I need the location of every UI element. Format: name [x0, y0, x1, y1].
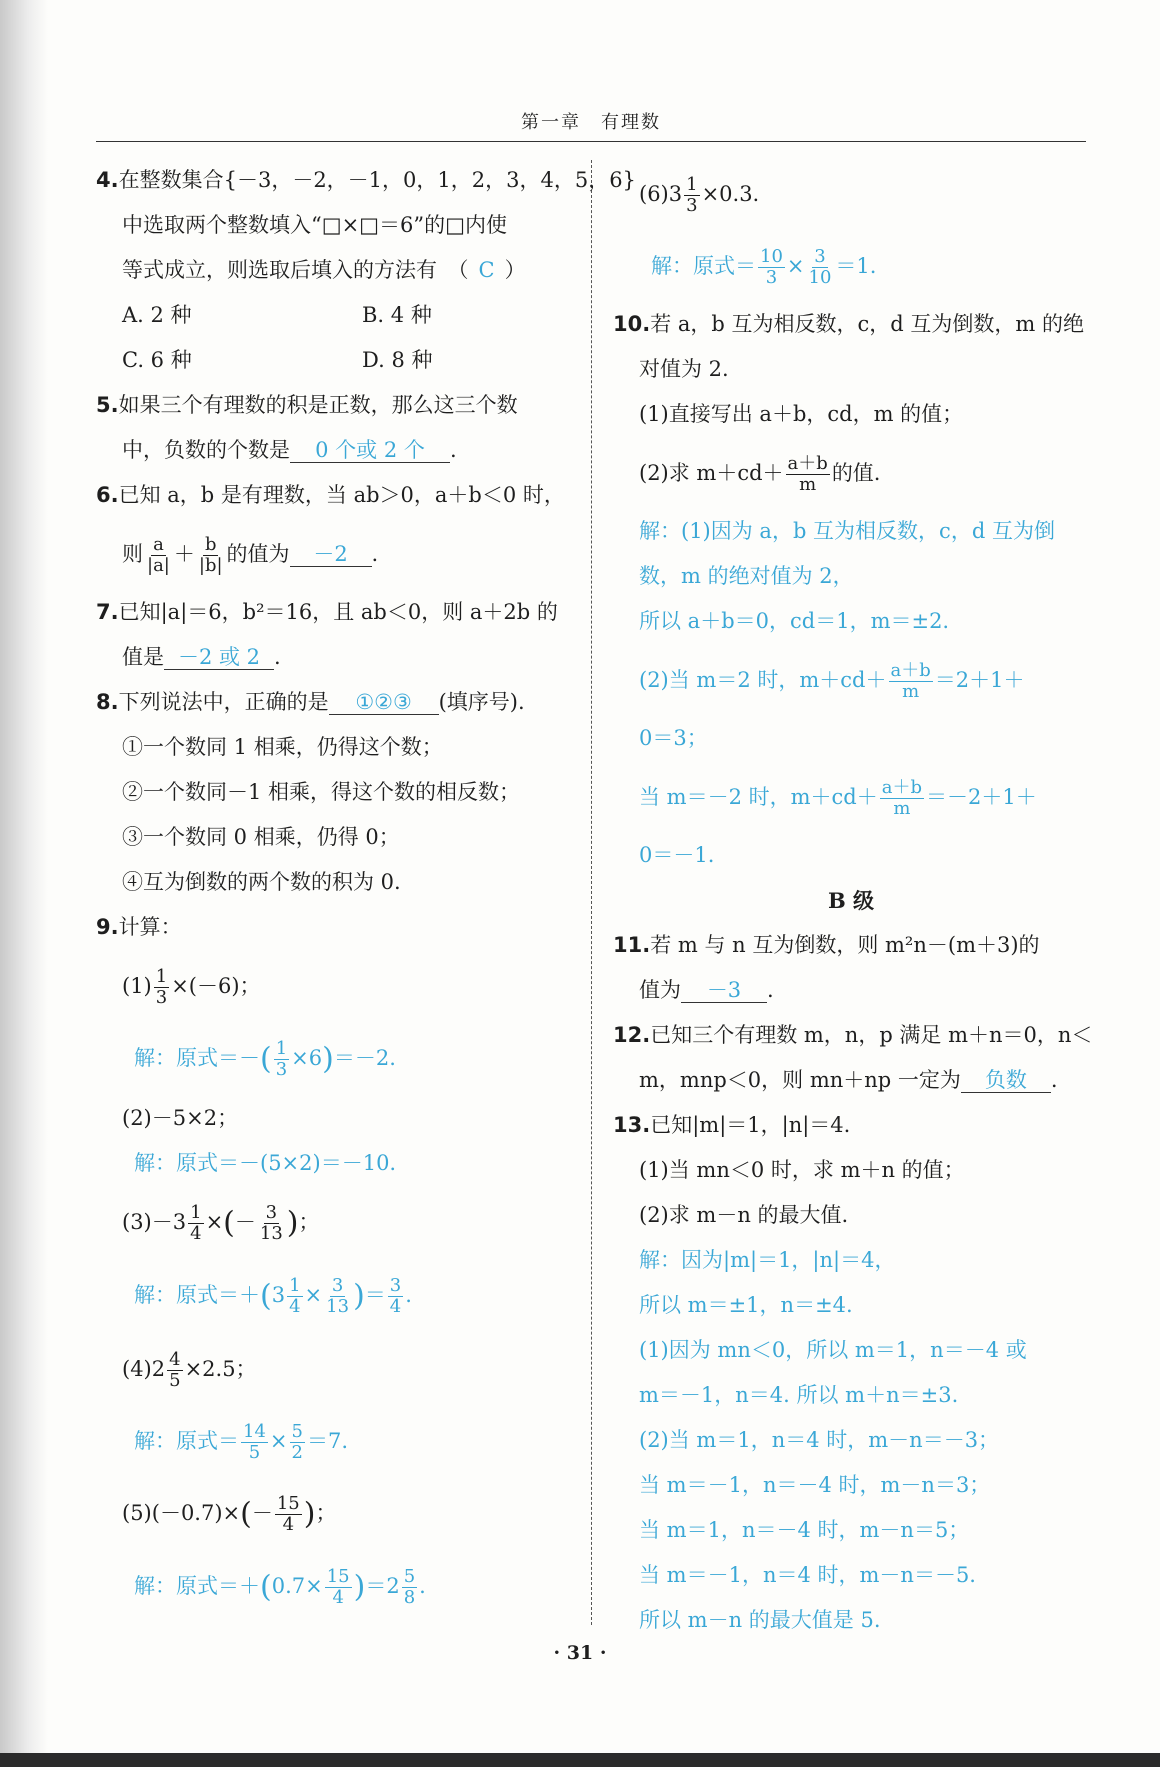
statement: ③一个数同 0 相乘，仍得 0； [122, 825, 400, 849]
solution: 解：原式＝ $\frac{14}{5}$ × $\frac{5}{2}$ ＝7. [134, 1420, 349, 1463]
choice-c: C. 6 种 [122, 348, 192, 372]
question-13: 13.已知|m|＝1，|n|＝4. (1)当 mn＜0 时，求 m＋n 的值； (2)求 m－n 的最大值. 解：因为|m|＝1，|n|＝4， 所以 m＝±1，n＝±4. (1)因为 mn＜0，所以 m＝1，n＝－4 或 m＝－1，n＝4. 所以 m＋n＝±3. (2)当 m＝1，n＝4 时，m－n＝－3； 当 m＝－1，n＝－4 时，m－n＝3； 当 m＝1，n＝－4 时，m－n＝5； 当 m＝－1，n＝4 时，m－n＝－5. 所以 m－n 的最大值是 5. [613, 1103, 1089, 1643]
solution: 解：原式＝＋(0.7× $\frac{15}{4}$ )＝2 $\frac{5}{8}$ . [134, 1566, 426, 1608]
solution: (2)当 m＝1，n＝4 时，m－n＝－3； [639, 1428, 1000, 1452]
fraction: $\frac{a}{|a|}$ [147, 534, 170, 576]
statement: ①一个数同 1 相乘，仍得这个数； [122, 735, 443, 759]
statement: ④互为倒数的两个数的积为 0. [122, 870, 401, 894]
fraction: $\frac{4}{5}$ [169, 1348, 181, 1391]
solution: m＝－1，n＝4. 所以 m＋n＝±3. [639, 1383, 959, 1407]
answer-blank: 0 个或 2 个 [290, 438, 450, 463]
choice-b: B. 4 种 [362, 303, 432, 327]
fraction: $\frac{14}{5}$ [243, 1420, 266, 1463]
solution: 解：原式＝ $\frac{10}{3}$ × $\frac{3}{10}$ ＝1. [651, 246, 877, 288]
solution: 解：因为|m|＝1，|n|＝4， [639, 1248, 896, 1272]
fraction: $\frac{3}{13}$ [326, 1275, 350, 1317]
fraction: $\frac{a+b}{m}$ [787, 453, 828, 495]
fraction: $\frac{15}{4}$ [326, 1566, 350, 1608]
fraction: $\frac{3}{10}$ [808, 246, 832, 288]
solution: 所以 a＋b＝0，cd＝1，m＝±2. [639, 609, 950, 633]
question-12: 12.已知三个有理数 m，n，p 满足 m＋n＝0，n＜ m，mnp＜0，则 mn＋np 一定为 负数 . [613, 1023, 1093, 1092]
fraction: $\frac{15}{4}$ [276, 1492, 300, 1535]
statement: ②一个数同－1 相乘，得这个数的相反数； [122, 780, 521, 804]
left-column [96, 158, 636, 1624]
answer-blank: ①②③ [329, 690, 439, 715]
section-heading: B 级 [827, 888, 875, 913]
solution: 解：原式＝－( $\frac{1}{3}$ ×6)＝－2. [134, 1038, 396, 1080]
solution: 当 m＝－1，n＝4 时，m－n＝－5. [639, 1563, 976, 1587]
question-7: 7.已知|a|＝6，b²＝16，且 ab＜0，则 a＋2b 的 值是 －2 或 2 . [96, 600, 558, 669]
bottom-edge [0, 1753, 1160, 1767]
question-11: 11.若 m 与 n 互为倒数，则 m²n－(m＋3)的 值为 －3 . [613, 933, 1040, 1002]
solution: 当 m＝－1，n＝－4 时，m－n＝3； [639, 1473, 991, 1497]
solution: 所以 m－n 的最大值是 5. [639, 1608, 881, 1632]
question-10: 10.若 a，b 互为相反数，c，d 互为倒数，m 的绝 对值为 2. (1)直接写出 a＋b，cd，m 的值； (2)求 m＋cd＋ $\frac{a+b}{m}$ 的值. 解：(1)因为 a，b 互为相反数，c，d 互为倒 数，m 的绝对值为 2， 所以 a＋b＝0，cd＝1，m＝±2. (2)当 m＝2 时，m＋cd＋ $\frac{a+b}{m}$ ＝2＋1＋ 0＝3； 当 m＝－2 时，m＋cd＋ $\frac{a+b}{m}$ ＝－2＋1＋ 0＝－1. [613, 302, 1089, 878]
solution: 解：(1)因为 a，b 互为相反数，c，d 互为倒 [639, 519, 1055, 543]
fraction: $\frac{1}{3}$ [275, 1038, 288, 1080]
solution: (1)因为 mn＜0，所以 m＝1，n＝－4 或 [639, 1338, 1027, 1362]
fraction: $\frac{5}{8}$ [403, 1566, 416, 1608]
chapter-header: 第一章 有理数 [521, 112, 661, 133]
fraction: $\frac{3}{4}$ [389, 1275, 402, 1317]
solution: 数，m 的绝对值为 2， [639, 564, 854, 588]
fraction: $\frac{1}{3}$ [155, 966, 168, 1008]
fraction: $\frac{10}{3}$ [760, 246, 783, 288]
question-9: 9.计算： (1) $\frac{1}{3}$ ×(－6)； 解：原式＝－( $\frac{1}{3}$ ×6)＝－2. (2)－5×2； 解：原式＝－(5×2)＝－10. (3)－3 $\frac{1}{4}$ ×(－ $\frac{3}{13}$ )； 解：原式＝＋(3 $\frac{1}{4}$ × $\frac{3}{13}$ )＝ $\frac{3}{4}$ . (4)2 $\frac{4}{5}$ ×2.5； 解：原式＝ $\frac{14}{5}$ × $\frac{5}{2}$ ＝7. (5)(－0.7)×(－ $\frac{15}{4}$ )； 解：原式＝＋(0.7× $\frac{15}{4}$ )＝2 $\frac{5}{8}$ . [96, 905, 576, 1624]
solution: 所以 m＝±1，n＝±4. [639, 1293, 853, 1317]
solution: 解：原式＝＋(3 $\frac{1}{4}$ × $\frac{3}{13}$ )＝ $\frac{3}{4}$ . [134, 1275, 412, 1317]
solution: 当 m＝1，n＝－4 时，m－n＝5； [639, 1518, 970, 1542]
header-rule [96, 141, 1086, 142]
fraction: $\frac{3}{13}$ [259, 1201, 283, 1244]
solution: 解：原式＝－(5×2)＝－10. [134, 1150, 397, 1175]
answer: C [478, 258, 495, 282]
solution: 0＝3； [639, 726, 708, 750]
answer-blank: －2 [290, 542, 372, 567]
question-5: 5.如果三个有理数的积是正数，那么这三个数 中，负数的个数是 0 个或 2 个 . [96, 393, 518, 462]
fraction: $\frac{1}{3}$ [686, 174, 698, 216]
solution: 当 m＝－2 时，m＋cd＋ $\frac{a+b}{m}$ ＝－2＋1＋ [639, 777, 1037, 819]
right-column [613, 158, 1093, 1643]
fraction: $\frac{1}{4}$ [289, 1275, 301, 1317]
solution: (2)当 m＝2 时，m＋cd＋ $\frac{a+b}{m}$ ＝2＋1＋ [639, 660, 1025, 702]
question-6: 6.已知 a，b 是有理数，当 ab＞0，a＋b＜0 时， 则 $\frac{a}{|a|}$ ＋ $\frac{b}{|b|}$ 的值为 －2 . [96, 483, 565, 576]
choice-d: D. 8 种 [362, 348, 433, 372]
fraction: $\frac{5}{2}$ [291, 1420, 303, 1463]
answer-blank: －3 [681, 978, 767, 1003]
answer-blank: －2 或 2 [164, 645, 274, 670]
page-edge-shadow [0, 0, 48, 1767]
fraction: $\frac{a+b}{m}$ [881, 777, 923, 819]
fraction: $\frac{a+b}{m}$ [890, 660, 931, 702]
page-number: · 31 · [553, 1642, 607, 1664]
question-4: 4.在整数集合{－3，－2，－1，0，1，2，3，4，5，6} 中选取两个整数填入“□×□＝6”的□内使 等式成立，则选取后填入的方法有 （ C ） A. 2 种 B. 4 种 C. 6 种 D. 8 种 [96, 158, 576, 383]
fraction: $\frac{1}{4}$ [190, 1201, 202, 1244]
question-8: 8.下列说法中，正确的是 ①②③ (填序号). ①一个数同 1 相乘，仍得这个数； ②一个数同－1 相乘，得这个数的相反数； ③一个数同 0 相乘，仍得 0； ④互为倒数的两个数的积为 0. [96, 680, 576, 905]
choice-a: A. 2 种 [122, 303, 192, 327]
fraction: $\frac{b}{|b|}$ [198, 534, 223, 576]
answer-blank: 负数 [961, 1068, 1051, 1093]
solution: 0＝－1. [639, 843, 715, 867]
question-9-part-6: (6)3 $\frac{1}{3}$ ×0.3. 解：原式＝ $\frac{10}{3}$ × $\frac{3}{10}$ ＝1. [613, 158, 1089, 302]
